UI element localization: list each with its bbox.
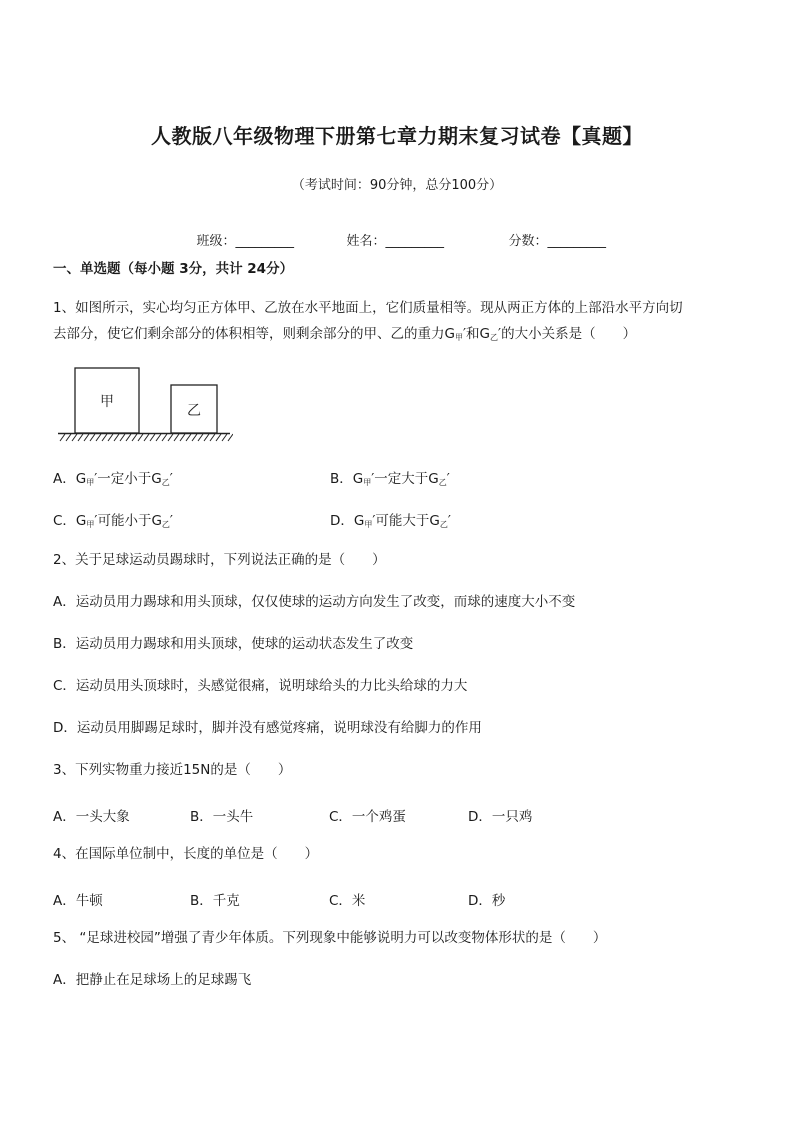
option-text: ′可能大于G (372, 513, 440, 529)
option-text: D．G (330, 513, 365, 529)
hatch-stroke (186, 434, 191, 441)
section-heading: 一、单选题（每小题 3分，共计 24分） (53, 261, 294, 277)
option-text: ′可能小于G (94, 513, 162, 529)
hatch-stroke (210, 434, 215, 441)
hatch-stroke (66, 434, 71, 441)
question-1-option-a[interactable] (53, 467, 173, 488)
hatch-stroke (120, 434, 125, 441)
question-1-line-1: 1、如图所示，实心均匀正方体甲、乙放在水平地面上，它们质量相等。现从两正方体的上部沿水平方向切 (53, 300, 683, 316)
hatch-stroke (144, 434, 149, 441)
hatch-stroke (198, 434, 203, 441)
hatch-stroke (228, 434, 233, 441)
hatch-stroke (162, 434, 167, 441)
question-1-option-d[interactable] (330, 509, 451, 530)
hatch-stroke (84, 434, 89, 441)
subscript: 乙 (161, 520, 170, 529)
hatch-stroke (78, 434, 83, 441)
question-3-option-b[interactable]: B．一头牛 (190, 809, 254, 825)
option-text: B．G (330, 471, 364, 487)
cube-jia-label: 甲 (100, 394, 114, 410)
question-1-line-2: 去部分，使它们剩余部分的体积相等，则剩余部分的甲、乙的重力$G_甲'$和$G_乙'$的大小关系是（ ） (53, 326, 637, 342)
hatch-stroke (150, 434, 155, 441)
question-4-option-b[interactable]: B．千克 (190, 893, 240, 909)
question-1-option-b[interactable] (330, 467, 450, 488)
hatch-stroke (216, 434, 221, 441)
cube-yi-label: 乙 (187, 403, 201, 419)
exam-title: 人教版八年级物理下册第七章力期末复习试卷【真题】 (151, 124, 643, 148)
option-text: ′ (447, 513, 451, 529)
question-3-option-c[interactable]: C．一个鸡蛋 (329, 809, 406, 825)
ground-hatching (60, 434, 233, 441)
hatch-stroke (174, 434, 179, 441)
hatch-stroke (222, 434, 227, 441)
question-4-option-d[interactable]: D．秒 (468, 893, 506, 909)
option-text: ′一定小于G (94, 471, 162, 487)
subscript: 甲 (363, 478, 372, 487)
hatch-stroke (108, 434, 113, 441)
hatch-stroke (102, 434, 107, 441)
class-field[interactable]: 班级：_________ (196, 234, 295, 249)
hatch-stroke (60, 434, 65, 441)
question-5-stem: 5、 “足球进校园”增强了青少年体质。下列现象中能够说明力可以改变物体形状的是（ ） (53, 930, 607, 946)
question-4-option-c[interactable]: C．米 (329, 893, 366, 909)
option-text: ′ (169, 513, 173, 529)
option-text: ′ (169, 471, 173, 487)
question-2-option-b[interactable]: B．运动员用力踢球和用头顶球，使球的运动状态发生了改变 (53, 636, 414, 652)
question-4-stem: 4、在国际单位制中，长度的单位是（ ） (53, 846, 319, 862)
hatch-stroke (192, 434, 197, 441)
hatch-stroke (180, 434, 185, 441)
question-4-option-a[interactable]: A．牛顿 (53, 893, 103, 909)
option-text: A．G (53, 471, 87, 487)
score-field[interactable]: 分数：_________ (508, 234, 607, 249)
question-3-stem: 3、下列实物重力接近15N的是（ ） (53, 762, 292, 778)
question-3-option-a[interactable]: A．一头大象 (53, 809, 130, 825)
hatch-stroke (126, 434, 131, 441)
hatch-stroke (72, 434, 77, 441)
option-text: ′ (446, 471, 450, 487)
subscript: 甲 (86, 478, 95, 487)
hatch-stroke (204, 434, 209, 441)
hatch-stroke (96, 434, 101, 441)
question-2-option-c[interactable]: C．运动员用头顶球时，头感觉很痛，说明球给头的力比头给球的力大 (53, 678, 468, 694)
hatch-stroke (156, 434, 161, 441)
hatch-stroke (138, 434, 143, 441)
subscript: 乙 (438, 478, 447, 487)
hatch-stroke (114, 434, 119, 441)
name-field[interactable]: 姓名：_________ (346, 234, 445, 249)
option-text: C．G (53, 513, 87, 529)
question-5-option-a[interactable]: A．把静止在足球场上的足球踢飞 (53, 972, 252, 988)
subscript: 甲 (86, 520, 95, 529)
question-2-option-d[interactable]: D．运动员用脚踢足球时，脚并没有感觉疼痛，说明球没有给脚力的作用 (53, 720, 482, 736)
option-text: ′一定大于G (371, 471, 439, 487)
question-3-option-d[interactable]: D．一只鸡 (468, 809, 533, 825)
hatch-stroke (168, 434, 173, 441)
subscript: 乙 (161, 478, 170, 487)
question-1-option-c[interactable] (53, 509, 173, 530)
question-2-stem: 2、关于足球运动员踢球时，下列说法正确的是（ ） (53, 552, 386, 568)
hatch-stroke (132, 434, 137, 441)
subscript: 甲 (364, 520, 373, 529)
exam-duration-note: （考试时间：90分钟，总分100分） (291, 178, 503, 193)
question-2-option-a[interactable]: A．运动员用力踢球和用头顶球，仅仅使球的运动方向发生了改变，而球的速度大小不变 (53, 594, 576, 610)
two-cubes-diagram (58, 365, 233, 445)
hatch-stroke (90, 434, 95, 441)
subscript: 乙 (439, 520, 448, 529)
